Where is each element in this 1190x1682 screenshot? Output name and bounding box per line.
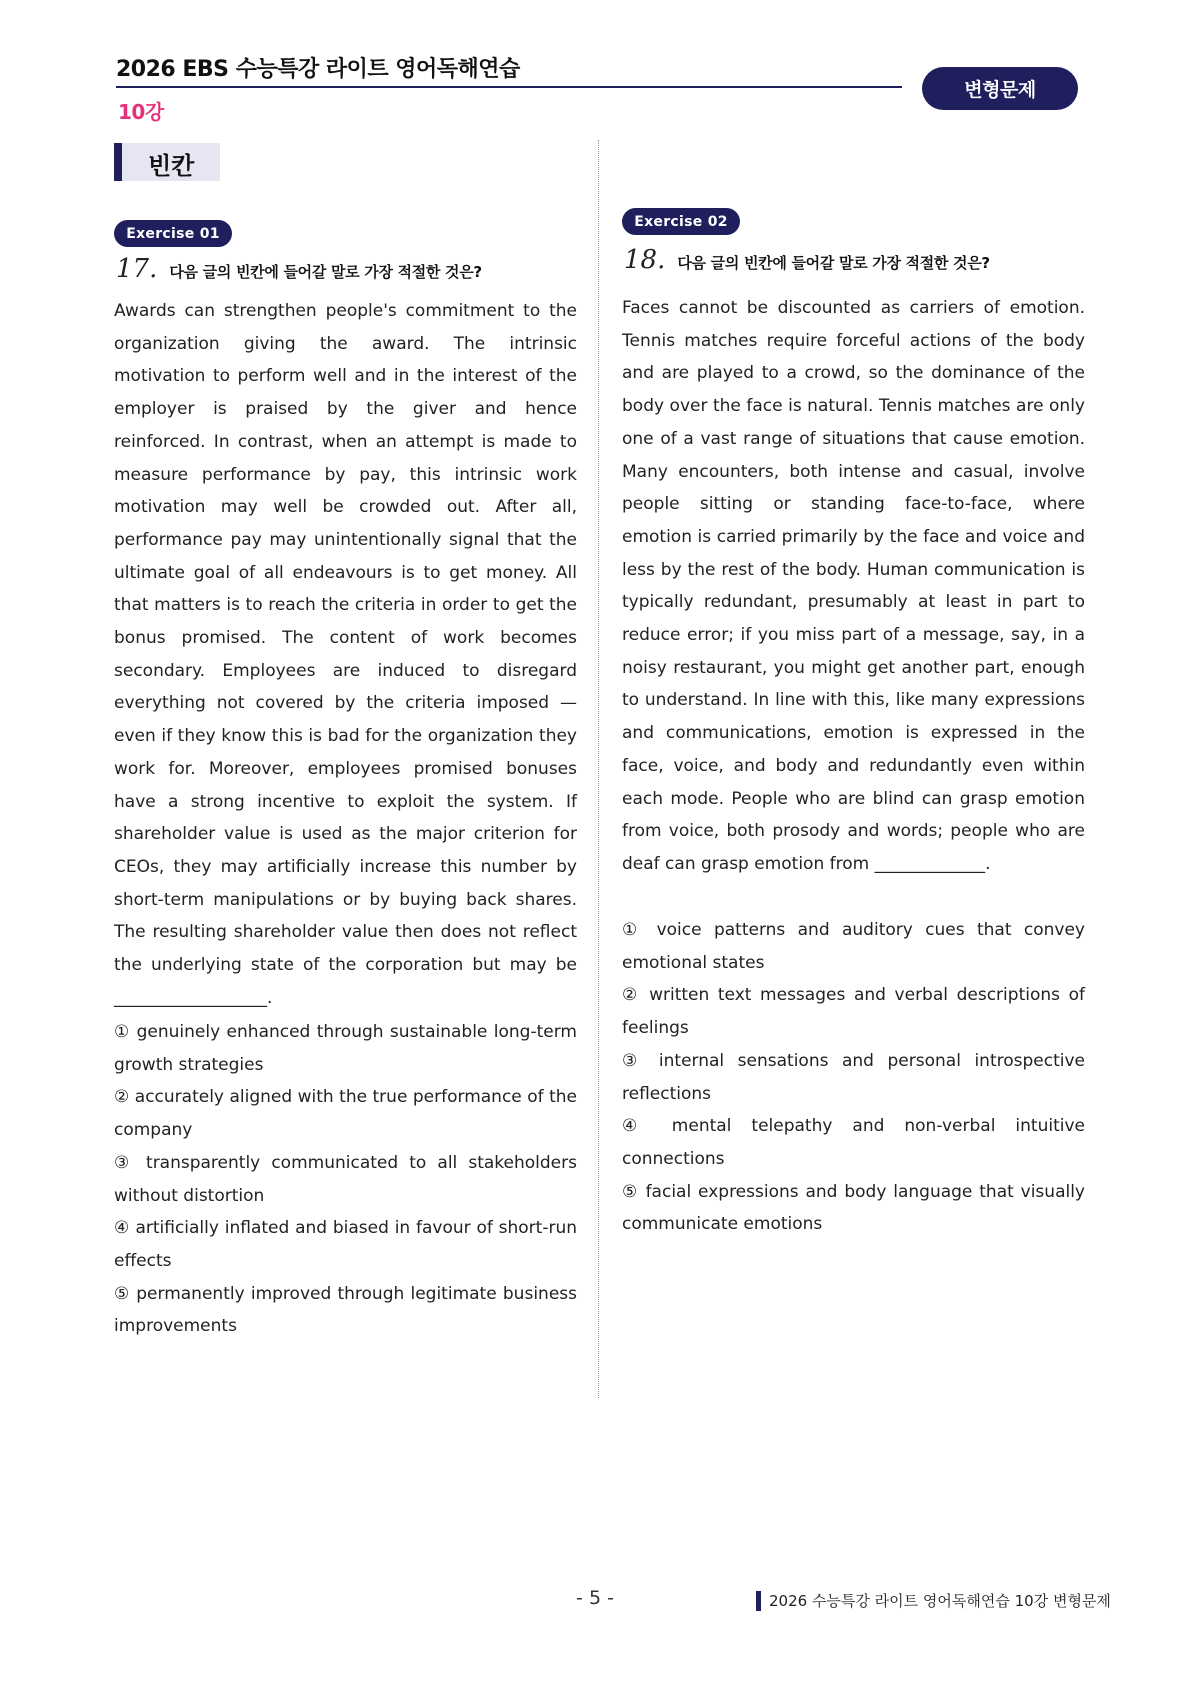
question-18-heading [624, 245, 990, 275]
passage-18: Faces cannot be discounted as carriers of emotion. Tennis matches require forceful actions of the body and are played to a crowd, so the dominance of the body over the face is natural. Tennis matches are only one of a vast range of situations that cause emotion. Many encounters, both intense and casual, involve people sitting or standing face-to-face, where emotion is carried primarily by the face and voice and less by the rest of the body. Human communication is typically redundant, presumably at least in part to reduce error; if you miss part of a message, say, in a noisy restaurant, you might get another part, enough to understand. In line with this, like many expressions and communications, emotion is expressed in the face, voice, and body and redundantly even within each mode. People who are blind can grasp emotion from voice, both prosody and words; people who are deaf can grasp emotion from _____________. [622, 298, 1085, 874]
option-3[interactable]: ③ transparently communicated to all stakeholders without distortion [114, 1152, 577, 1206]
footer-text: 2026 수능특강 라이트 영어독해연습 10강 변형문제 [769, 1592, 1111, 1610]
question-prompt: 다음 글의 빈칸에 들어갈 말로 가장 적절한 것은? [677, 254, 990, 272]
option-1[interactable]: ① voice patterns and auditory cues that convey emotional states [622, 920, 1085, 973]
header-divider [116, 86, 902, 88]
option-2[interactable]: ② written text messages and verbal descriptions of feelings [622, 985, 1085, 1039]
option-5[interactable]: ⑤ permanently improved through legitimate business improvements [114, 1283, 577, 1337]
option-1[interactable]: ① genuinely enhanced through sustainable long-term growth strategies [114, 1022, 577, 1075]
option-5[interactable]: ⑤ facial expressions and body language that visually communicate emotions [622, 1181, 1085, 1235]
section-heading [114, 143, 220, 181]
option-4[interactable]: ④ mental telepathy and non-verbal intuitive connections [622, 1116, 1085, 1169]
column-divider [598, 140, 599, 1398]
question-17-heading [116, 254, 482, 284]
question-number: 18. [624, 245, 666, 275]
question-prompt: 다음 글의 빈칸에 들어갈 말로 가장 적절한 것은? [169, 263, 482, 281]
passage-17: Awards can strengthen people's commitment to the organization giving the award. The intrinsic motivation to perform well and in the interest of the employer is praised by the giver and hence reinforced. In contrast, when an attempt is made to measure performance by pay, this intrinsic work motivation may well be crowded out. After all, performance pay may unintentionally signal that the ultimate goal of all endeavours is to get money. All that matters is to reach the criteria in order to get the bonus promised. The content of work becomes secondary. Employees are induced to disregard everything not covered by the criteria imposed — even if they know this is bad for the organization they work for. Moreover, employees promised bonuses have a strong incentive to exploit the system. If shareholder value is used as the major criterion for CEOs, they may artificially increase this number by short-term manipulations or by buying back shares. The resulting shareholder value then does not reflect the underlying state of the corporation but may be __________________. [114, 301, 577, 1008]
options-17 [114, 1016, 577, 1343]
variant-badge: 변형문제 [922, 67, 1078, 110]
option-2[interactable]: ② accurately aligned with the true performance of the company [114, 1087, 577, 1141]
exercise-02-pill: Exercise 02 [622, 208, 740, 235]
document-title: 2026 EBS 수능특강 라이트 영어독해연습 [116, 57, 520, 82]
page-number: - 5 - [576, 1587, 614, 1609]
section-accent-bar [114, 143, 122, 181]
footer-accent-bar [756, 1591, 761, 1611]
exercise-01-pill: Exercise 01 [114, 220, 232, 247]
option-4[interactable]: ④ artificially inflated and biased in favour of short-run effects [114, 1218, 577, 1271]
lesson-label: 10강 [118, 100, 164, 124]
question-number: 17. [116, 254, 158, 284]
footer-label [756, 1590, 1111, 1611]
option-3[interactable]: ③ internal sensations and personal introspective reflections [622, 1050, 1085, 1104]
section-label: 빈칸 [148, 152, 195, 180]
options-18 [622, 914, 1085, 1241]
